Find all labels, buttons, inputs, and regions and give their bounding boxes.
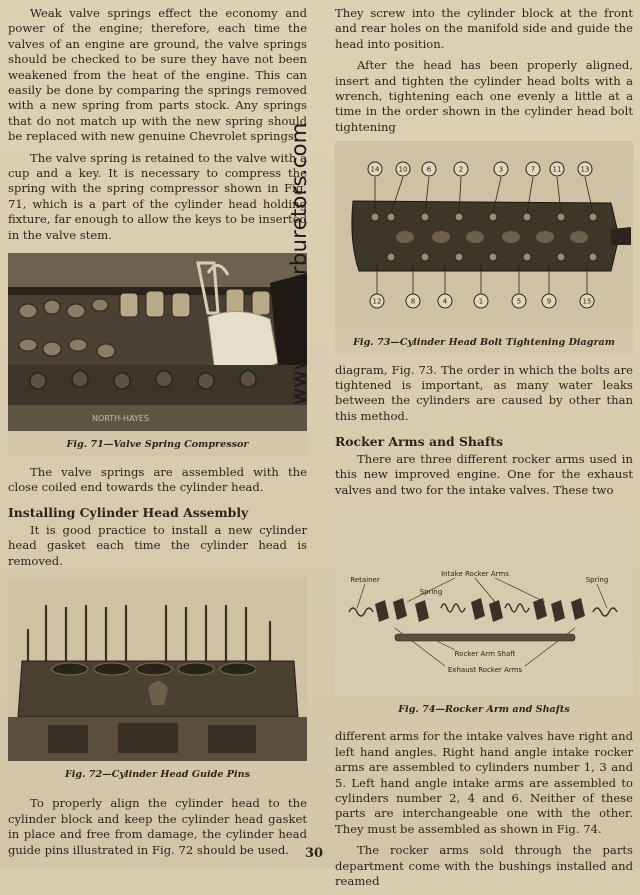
figure-72 (8, 577, 307, 786)
bottom-bolt-number: 4 (442, 297, 448, 306)
figure-74 (335, 508, 633, 721)
paragraph-three-rocker-arms: There are three different rocker arms used in this new improved engine. One for the exhaust valves and two for the intake valves. These two (335, 451, 633, 497)
bolt-tightening-diagram (335, 141, 633, 329)
top-bolt-number: 6 (426, 165, 432, 174)
fig71-plate-text: NORTH-HAYES (92, 414, 149, 424)
bottom-bolt-number: 1 (478, 297, 484, 306)
paragraph-close-coiled: The valve springs are assembled with the close coiled end towards the cylinder head. (8, 464, 307, 494)
figure-73 (335, 141, 633, 354)
paragraph-parts-department: The rocker arms sold through the parts department come with the bushings installed and reamed (335, 843, 633, 888)
paragraph-spring-retainer: The valve spring is retained to the valve with a cup and a key. It is necessary to compress the spring with the spring compressor shown in Fig. 71, which is a part of the cylinder head holding fixture, far enough to allow the keys to be inserted in the valve stem. (8, 150, 307, 242)
bottom-bolt-number: 8 (410, 297, 416, 306)
top-bolt-number: 2 (458, 165, 464, 174)
top-bolt-number: 11 (552, 165, 562, 174)
fig73-caption: Fig. 73—Cylinder Head Bolt Tightening Diagram (353, 337, 615, 349)
paragraph-valve-springs: Weak valve springs effect the economy and power of the engine; therefore, each time the valves of an engine are ground, the valve springs should be checked to be sure they have not been weakened from the heat of the engine. This can easily be done by comparing the springs removed with a new spring from parts stock. Any springs that do not match up with the new spring should be replaced with new genuine Chevrolet springs. (8, 6, 307, 144)
heading-rocker-arms: Rocker Arms and Shafts (335, 434, 503, 450)
fig71-caption: Fig. 71—Valve Spring Compressor (66, 439, 249, 451)
heading-installing-cylinder-head: Installing Cylinder Head Assembly (8, 505, 249, 521)
paragraph-tighten-bolts: After the head has been properly aligned, insert and tighten the cylinder head bolts with a wrench, tightening each one evenly a little at a time in the order shown in the cylinder head bolt tightening (335, 58, 633, 134)
guide-pins-illustration (8, 577, 307, 761)
fig74-caption: Fig. 74—Rocker Arm and Shafts (398, 703, 570, 715)
top-bolt-number: 14 (370, 165, 380, 174)
cylinder-head-guide-pins-photo (8, 577, 307, 761)
rocker-arm-shafts-photo (335, 508, 633, 696)
watermark: www.Old-Carburetors.com (287, 122, 311, 405)
top-bolt-number: 13 (580, 165, 590, 174)
top-bolt-number: 10 (398, 165, 408, 174)
paragraph-align-head: To properly align the cylinder head to the cylinder block and keep the cylinder head gasket in place and free from damage, the cylinder head guide pins illustrated in Fig. 72 should be used. (8, 796, 307, 857)
paragraph-right-left-angles: different arms for the intake valves have right and left hand angles. Right hand angle intake rocker arms are assembled to cylinders number 1, 3 and 5. Left hand angle intake arms are assembled to cylinders number 2, 4 and 6. Neither of these parts are interchangeable one with the other. They must be assembled as shown in Fig. 74. (335, 729, 633, 836)
left-column (8, 6, 307, 864)
valve-spring-compressor-photo (8, 253, 307, 431)
label-exhaust-rocker-arms: Exhaust Rocker Arms (447, 665, 523, 674)
valve-spring-compressor-illustration (8, 253, 307, 431)
figure-71 (8, 253, 307, 456)
paragraph-new-gasket: It is good practice to install a new cylinder head gasket each time the cylinder head is removed. (8, 522, 307, 568)
label-spring-left: Spring (419, 587, 443, 596)
top-bolt-number: 3 (498, 165, 504, 174)
bolt-tightening-illustration (335, 141, 633, 329)
paragraph-bolt-order: diagram, Fig. 73. The order in which the bolts are tightened is important, as many water leaks between the cylinders are caused by other than this method. (335, 362, 633, 423)
bottom-bolt-number: 5 (516, 297, 522, 306)
label-retainer: Retainer (350, 575, 380, 584)
label-spring-right: Spring (585, 575, 609, 584)
label-rocker-arm-shaft: Rocker Arm Shaft (454, 649, 516, 658)
page-number: 30 (305, 846, 324, 861)
rocker-arm-illustration (335, 508, 633, 696)
bottom-bolt-number: 15 (582, 297, 592, 306)
bottom-bolt-number: 12 (372, 297, 382, 306)
right-column (335, 6, 633, 895)
paragraph-screw-into-block: They screw into the cylinder block at the front and rear holes on the manifold side and guide the head into position. (335, 6, 633, 51)
top-bolt-number: 7 (530, 165, 536, 174)
fig72-caption: Fig. 72—Cylinder Head Guide Pins (64, 768, 251, 780)
bottom-bolt-number: 9 (546, 297, 552, 306)
label-intake-rocker-arms: Intake Rocker Arms (441, 569, 509, 578)
